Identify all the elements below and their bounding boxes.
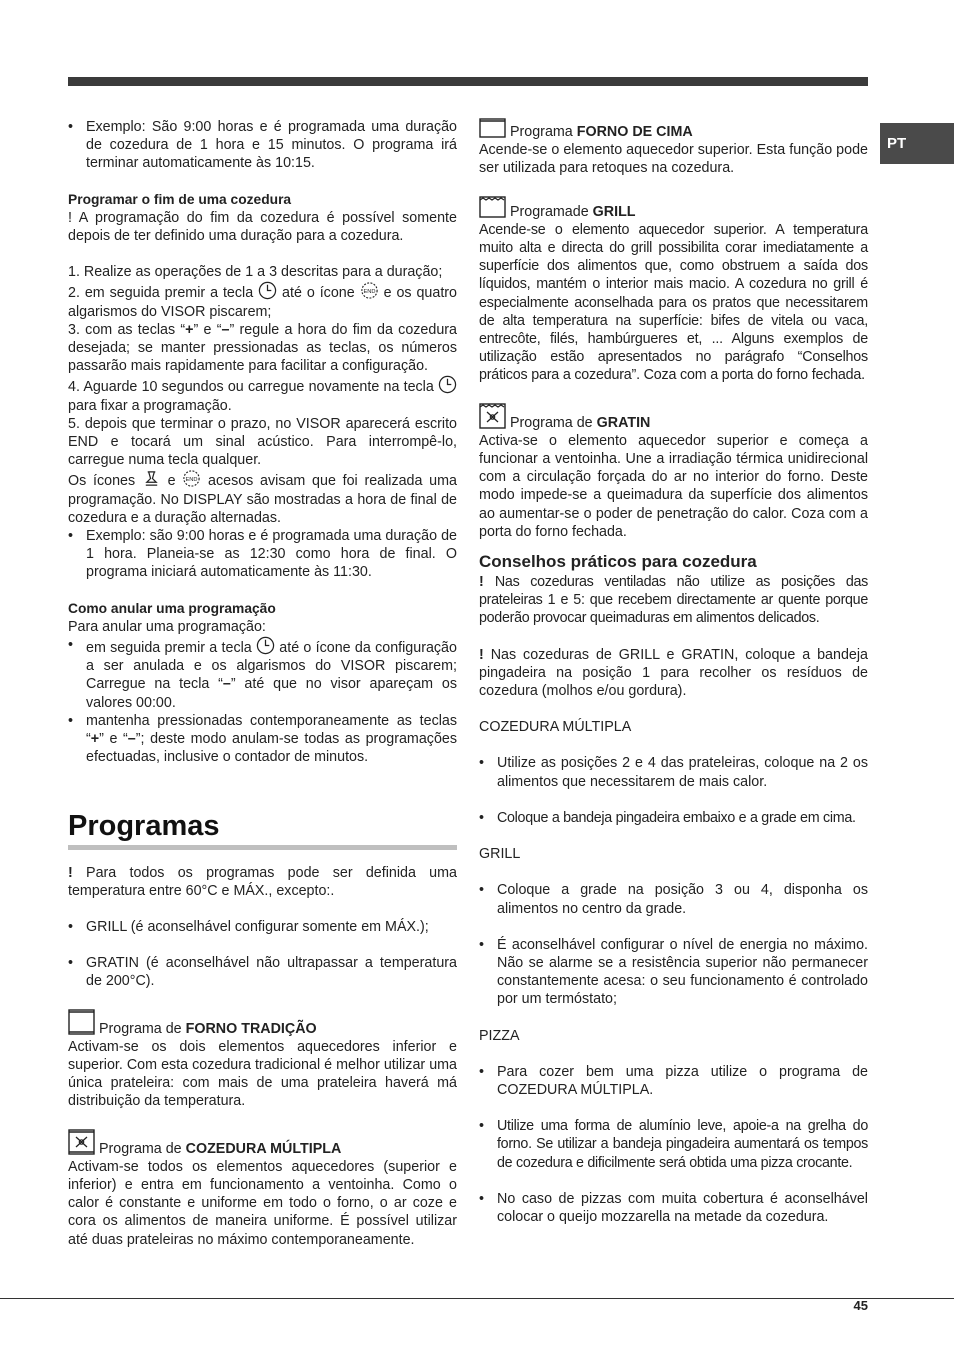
footer-rule xyxy=(0,1298,954,1299)
tips-grill-heading: GRILL xyxy=(479,846,521,863)
cancel-bullet-2-a: mantenha pressionadas contemporaneamente as teclas “ xyxy=(86,712,457,748)
step-5: 5. depois que terminar o prazo, no VISOR aparecerá escrito END e tocará um sinal acústico. Para interrompê-lo, carregue numa tecla qualquer. xyxy=(68,415,457,469)
tips-pizza-bullet-3: • No caso de pizzas com muita cobertura é aconselhável colocar o queijo mozzarella na metade da cozedura. xyxy=(479,1190,868,1226)
tips-note-2-text: Nas cozeduras de GRILL e GRATIN, coloque a bandeja pingadeira na posição 1 para recolher os resíduos de cozedura (molhos e/ou gordura). xyxy=(479,646,868,700)
minus-key-icon: – xyxy=(221,321,230,338)
programs-note xyxy=(68,864,457,900)
step-3-text-b: ” e “ xyxy=(193,321,222,338)
step-3-text-c: ” regule a hora do fim da cozedura desejada; se manter pressionadas as teclas, os números passarão mais rapidamente para facilitar a configuração. xyxy=(68,321,457,375)
right-column xyxy=(479,118,868,1226)
program-gratin-label: Programa de xyxy=(509,414,593,431)
minus-key-icon: – xyxy=(222,676,231,693)
program-traditional-label: Programa de xyxy=(98,1020,182,1037)
oven-gratin-icon xyxy=(479,403,506,429)
program-gratin-title xyxy=(479,403,868,432)
cancel-bullet-2 xyxy=(68,712,457,767)
end-time-note: ! A programação do fim da cozedura é possível somente depois de ter definido uma duração para a cozedura. xyxy=(68,209,457,245)
program-grill-text: Acende-se o elemento aquecedor superior. A temperatura muito alta e directa do grill possibilita corar imediatamente a superfície dos alimentos que, como obstruem a saída dos líquidos, mantém o interior mais macio. A cozedura no grill é especialmente aconselhada para os pratos que necessitarem de alta temperatura na superfície: bifes de vitela ou vaca, entrecôte, filés, hambúrgueres et, ... Alguns exemplos de utilização estão apresentados no parágrafo “Conselhos práticos para a cozedura”. Coza com a porta do forno fechada. xyxy=(479,221,868,384)
cancel-bullet-1-a: em seguida premir a tecla xyxy=(86,640,252,657)
programs-grill-exception: • GRILL (é aconselhável configurar somente em MÁX.); xyxy=(68,918,457,936)
program-grill-title xyxy=(479,196,868,221)
program-traditional-text: Activam-se os dois elementos aquecedores inferior e superior. Com esta cozedura tradicional é melhor utilizar uma única prateleira: com mais de uma prateleira haverá má distribuição da temperatura. xyxy=(68,1038,457,1110)
icons-note-b: e xyxy=(167,473,176,490)
step-4-text-a: 4. Aguarde 10 segundos ou carregue novamente na tecla xyxy=(68,379,434,396)
tips-multiple-bullet-1: • Utilize as posições 2 e 4 das prateleiras, coloque na 2 os alimentos que necessitarem de mais calor. xyxy=(479,754,868,790)
program-top-title xyxy=(479,118,868,141)
svg-text:END: END xyxy=(185,477,198,484)
oven-traditional-icon xyxy=(68,1009,95,1035)
tips-pizza-heading: PIZZA xyxy=(479,1027,520,1044)
program-traditional-name: FORNO TRADIÇÃO xyxy=(185,1020,317,1037)
program-multiple-text: Activam-se todos os elementos aquecedores (superior e inferior) e entra em funcionamento a ventoinha. Como o calor é constante e uniforme em todo o forno, o ar coze e cora os alimentos de maneira uniforme. É possível utilizar até duas prateleiras no máximo contemporaneamente. xyxy=(68,1158,457,1248)
tips-note-2 xyxy=(479,646,868,701)
step-3-text-a: 3. com as teclas “ xyxy=(68,321,186,338)
oven-top-icon xyxy=(479,118,506,138)
oven-grill-icon xyxy=(479,196,506,218)
programs-heading: Programas xyxy=(68,809,457,850)
end-icon xyxy=(360,281,379,300)
minus-key-icon: – xyxy=(127,731,136,748)
step-4-text-b: para fixar a programação. xyxy=(68,397,232,414)
tips-note-1 xyxy=(479,573,868,628)
cancel-bullet-1 xyxy=(68,636,457,712)
plus-key-icon: + xyxy=(90,731,100,748)
step-4 xyxy=(68,375,457,414)
step-1: 1. Realize as operações de 1 a 3 descritas para a duração; xyxy=(68,264,443,281)
step-2-text-c: e os quatro algarismos do VISOR piscarem; xyxy=(68,285,457,320)
clock-icon xyxy=(256,636,275,655)
left-column xyxy=(68,118,457,1249)
end-icon xyxy=(182,469,201,488)
example-1: • Exemplo: São 9:00 horas e é programada uma duração de cozedura de 1 hora e 15 minutos. O programa irá terminar automaticamente às 10:15. xyxy=(68,118,457,173)
clock-icon xyxy=(438,375,457,394)
step-2-text-b: até o ícone xyxy=(282,285,355,302)
program-top-label: Programa xyxy=(509,124,573,140)
program-grill-name: GRILL xyxy=(592,203,636,220)
tips-pizza-bullet-2: • Utilize uma forma de alumínio leve, apoie-a na grelha do forno. Se utilizar a bandeja pingadeira aumentará os tempos de cozedura e dificilmente será obtida uma pizza crocante. xyxy=(479,1117,868,1172)
page-number: 45 xyxy=(853,1298,868,1313)
programs-gratin-exception: • GRATIN (é aconselhável não ultrapassar a temperatura de 200°C). xyxy=(68,954,457,990)
icons-note xyxy=(68,469,457,527)
tips-grill-bullet-2: • É aconselhável configurar o nível de energia no máximo. Não se alarme se a resistência superior não permanecer constantemente acesa: o seu funcionamento é controlado por um termóstato; xyxy=(479,936,868,1009)
icons-note-a: Os ícones xyxy=(68,473,136,490)
warning-mark: ! xyxy=(479,574,484,591)
step-3 xyxy=(68,321,457,376)
example-2: • Exemplo: são 9:00 horas e é programada uma duração de 1 hora. Planeia-se as 12:30 como hora de final. O programa iniciará automaticamente às 11:30. xyxy=(68,527,457,582)
bell-icon xyxy=(142,469,161,488)
clock-icon xyxy=(258,281,277,300)
cancel-intro: Para anular uma programação: xyxy=(68,618,266,635)
icons-note-c: acesos avisam que foi realizada uma programação. No DISPLAY são mostradas a hora de final de cozedura e a duração alternadas. xyxy=(68,473,457,526)
warning-mark: ! xyxy=(68,864,73,881)
cancel-bullet-1-b: até o ícone da configuração a ser anulada e os algarismos do VISOR piscarem; Carregue na tecla “ xyxy=(86,640,457,693)
program-grill-label: Programade xyxy=(509,203,589,220)
plus-key-icon: + xyxy=(185,321,194,338)
program-multiple-title xyxy=(68,1129,457,1158)
end-time-heading: Programar o fim de uma cozedura xyxy=(68,191,292,207)
program-multiple-label: Programa de xyxy=(98,1140,182,1157)
oven-multiple-icon xyxy=(68,1129,95,1155)
tips-multiple-bullet-2: • Coloque a bandeja pingadeira embaixo e a grade em cima. xyxy=(479,809,868,827)
tips-multiple-heading: COZEDURA MÚLTIPLA xyxy=(479,719,632,736)
tips-note-1-text: Nas cozeduras ventiladas não utilize as posições das prateleiras 1 e 5: que recebem directamente ar quente porque poderão provocar queimaduras em alimentos delicados. xyxy=(479,574,868,627)
program-top-text: Acende-se o elemento aquecedor superior. Esta função pode ser utilizada para retoques na cozedura. xyxy=(479,142,868,177)
tips-grill-bullet-1: • Coloque a grade na posição 3 ou 4, disponha os alimentos no centro da grade. xyxy=(479,881,868,917)
tips-heading: Conselhos práticos para cozedura xyxy=(479,552,757,572)
step-2-text-a: 2. em seguida premir a tecla xyxy=(68,285,254,302)
programs-note-text: Para todos os programas pode ser definida uma temperatura entre 60°C e MÁX., excepto:. xyxy=(68,864,457,899)
warning-mark: ! xyxy=(479,646,484,663)
program-gratin-text: Activa-se o elemento aquecedor superior e começa a funcionar a ventoinha. Une a irradiação térmica unidirecional com a circulação forçada do ar no interior do forno. Deste modo impede-se a queimadura da superfície dos alimentos ao aumentar-se o poder de penetração do calor. Coza com a porta do forno fechada. xyxy=(479,432,868,540)
program-multiple-name: COZEDURA MÚLTIPLA xyxy=(185,1140,342,1157)
header-bar xyxy=(68,77,868,86)
program-traditional-title xyxy=(68,1009,457,1038)
step-2 xyxy=(68,281,457,320)
cancel-bullet-1-c: ” até que no visor apareçam os valores 00:00. xyxy=(86,676,457,711)
cancel-bullet-2-b: ” e “ xyxy=(99,731,128,748)
cancel-bullet-2-c: ”; deste modo anulam-se todas as programações efectuadas, inclusive o contador de minutos. xyxy=(86,731,457,766)
tips-pizza-bullet-1: • Para cozer bem uma pizza utilize o programa de COZEDURA MÚLTIPLA. xyxy=(479,1063,868,1099)
svg-text:END: END xyxy=(363,289,376,296)
language-tab: PT xyxy=(880,123,954,164)
program-top-name: FORNO DE CIMA xyxy=(576,124,693,140)
program-gratin-name: GRATIN xyxy=(596,414,651,431)
cancel-heading: Como anular uma programação xyxy=(68,600,276,616)
